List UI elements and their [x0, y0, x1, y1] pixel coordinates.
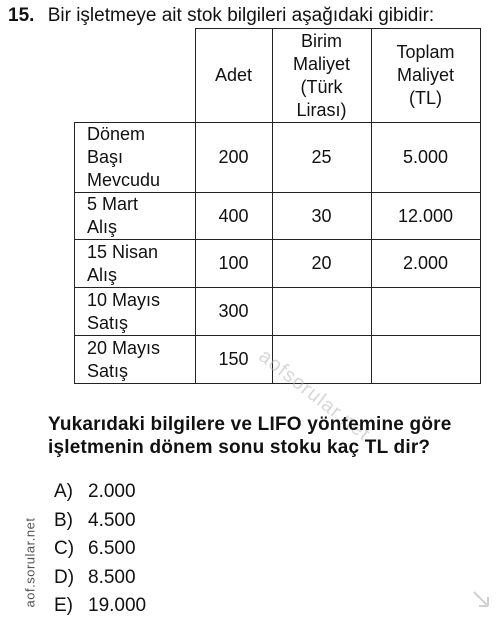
- option-text: 4.500: [88, 509, 136, 531]
- option-c[interactable]: [54, 535, 146, 564]
- table-row: [75, 193, 481, 240]
- option-text: 2.000: [88, 481, 136, 502]
- option-letter: A): [54, 481, 73, 502]
- cell-birim: 20: [272, 240, 371, 288]
- question-prompt: Yukarıdaki bilgilere ve LIFO yöntemine göre işletmenin dönem sonu stoku kaç TL dir?: [48, 414, 452, 458]
- option-letter: E): [54, 595, 73, 617]
- option-d[interactable]: [54, 564, 146, 593]
- question-intro: Bir işletmeye ait stok bilgileri aşağıdaki gibidir:: [47, 5, 435, 26]
- table-corner-cell: [75, 29, 196, 123]
- option-letter: C): [54, 538, 75, 560]
- row-label: 10 Mayıs Satış: [75, 288, 196, 336]
- stock-table: [74, 28, 481, 384]
- cell-toplam: 12.000: [371, 193, 480, 240]
- watermark: aofsorular.net: [254, 345, 375, 446]
- row-label: 5 Mart Alış: [75, 193, 196, 240]
- option-letter: D): [54, 566, 75, 588]
- cell-birim: [272, 288, 371, 336]
- option-e[interactable]: [54, 592, 146, 621]
- table-row: [75, 288, 481, 336]
- row-label: 20 Mayıs Satış: [75, 336, 196, 384]
- cell-adet: 400: [195, 193, 272, 240]
- option-a[interactable]: [54, 478, 146, 507]
- table-header-row: [75, 29, 481, 123]
- table-row: [75, 240, 481, 288]
- row-label: 15 Nisan Alış: [75, 240, 196, 288]
- cell-adet: 150: [195, 336, 272, 384]
- cell-adet: 300: [195, 288, 272, 336]
- row-label: Dönem Başı Mevcudu: [75, 123, 196, 193]
- cell-toplam: 5.000: [371, 123, 480, 193]
- question-header: [8, 4, 434, 28]
- option-text: 8.500: [88, 566, 136, 588]
- side-watermark: aof.sorular.net: [22, 517, 38, 608]
- option-text: 6.500: [88, 538, 136, 560]
- option-text: 19.000: [88, 595, 147, 617]
- cell-adet: 200: [195, 123, 272, 193]
- cell-toplam: [371, 336, 480, 384]
- header-adet: Adet: [195, 29, 272, 123]
- header-birim-maliyet: Birim Maliyet (Türk Lirası): [272, 29, 371, 123]
- cell-adet: 100: [195, 240, 272, 288]
- header-toplam-maliyet: Toplam Maliyet (TL): [371, 29, 480, 123]
- question-number: 15.: [8, 5, 35, 26]
- arrow-icon: [470, 588, 494, 614]
- table-row: [75, 123, 481, 193]
- cell-toplam: 2.000: [371, 240, 480, 288]
- option-letter: B): [54, 509, 73, 531]
- cell-toplam: [371, 288, 480, 336]
- cell-birim: 25: [272, 123, 371, 193]
- answer-options: [54, 478, 146, 621]
- cell-birim: 30: [272, 193, 371, 240]
- option-b[interactable]: [54, 507, 146, 536]
